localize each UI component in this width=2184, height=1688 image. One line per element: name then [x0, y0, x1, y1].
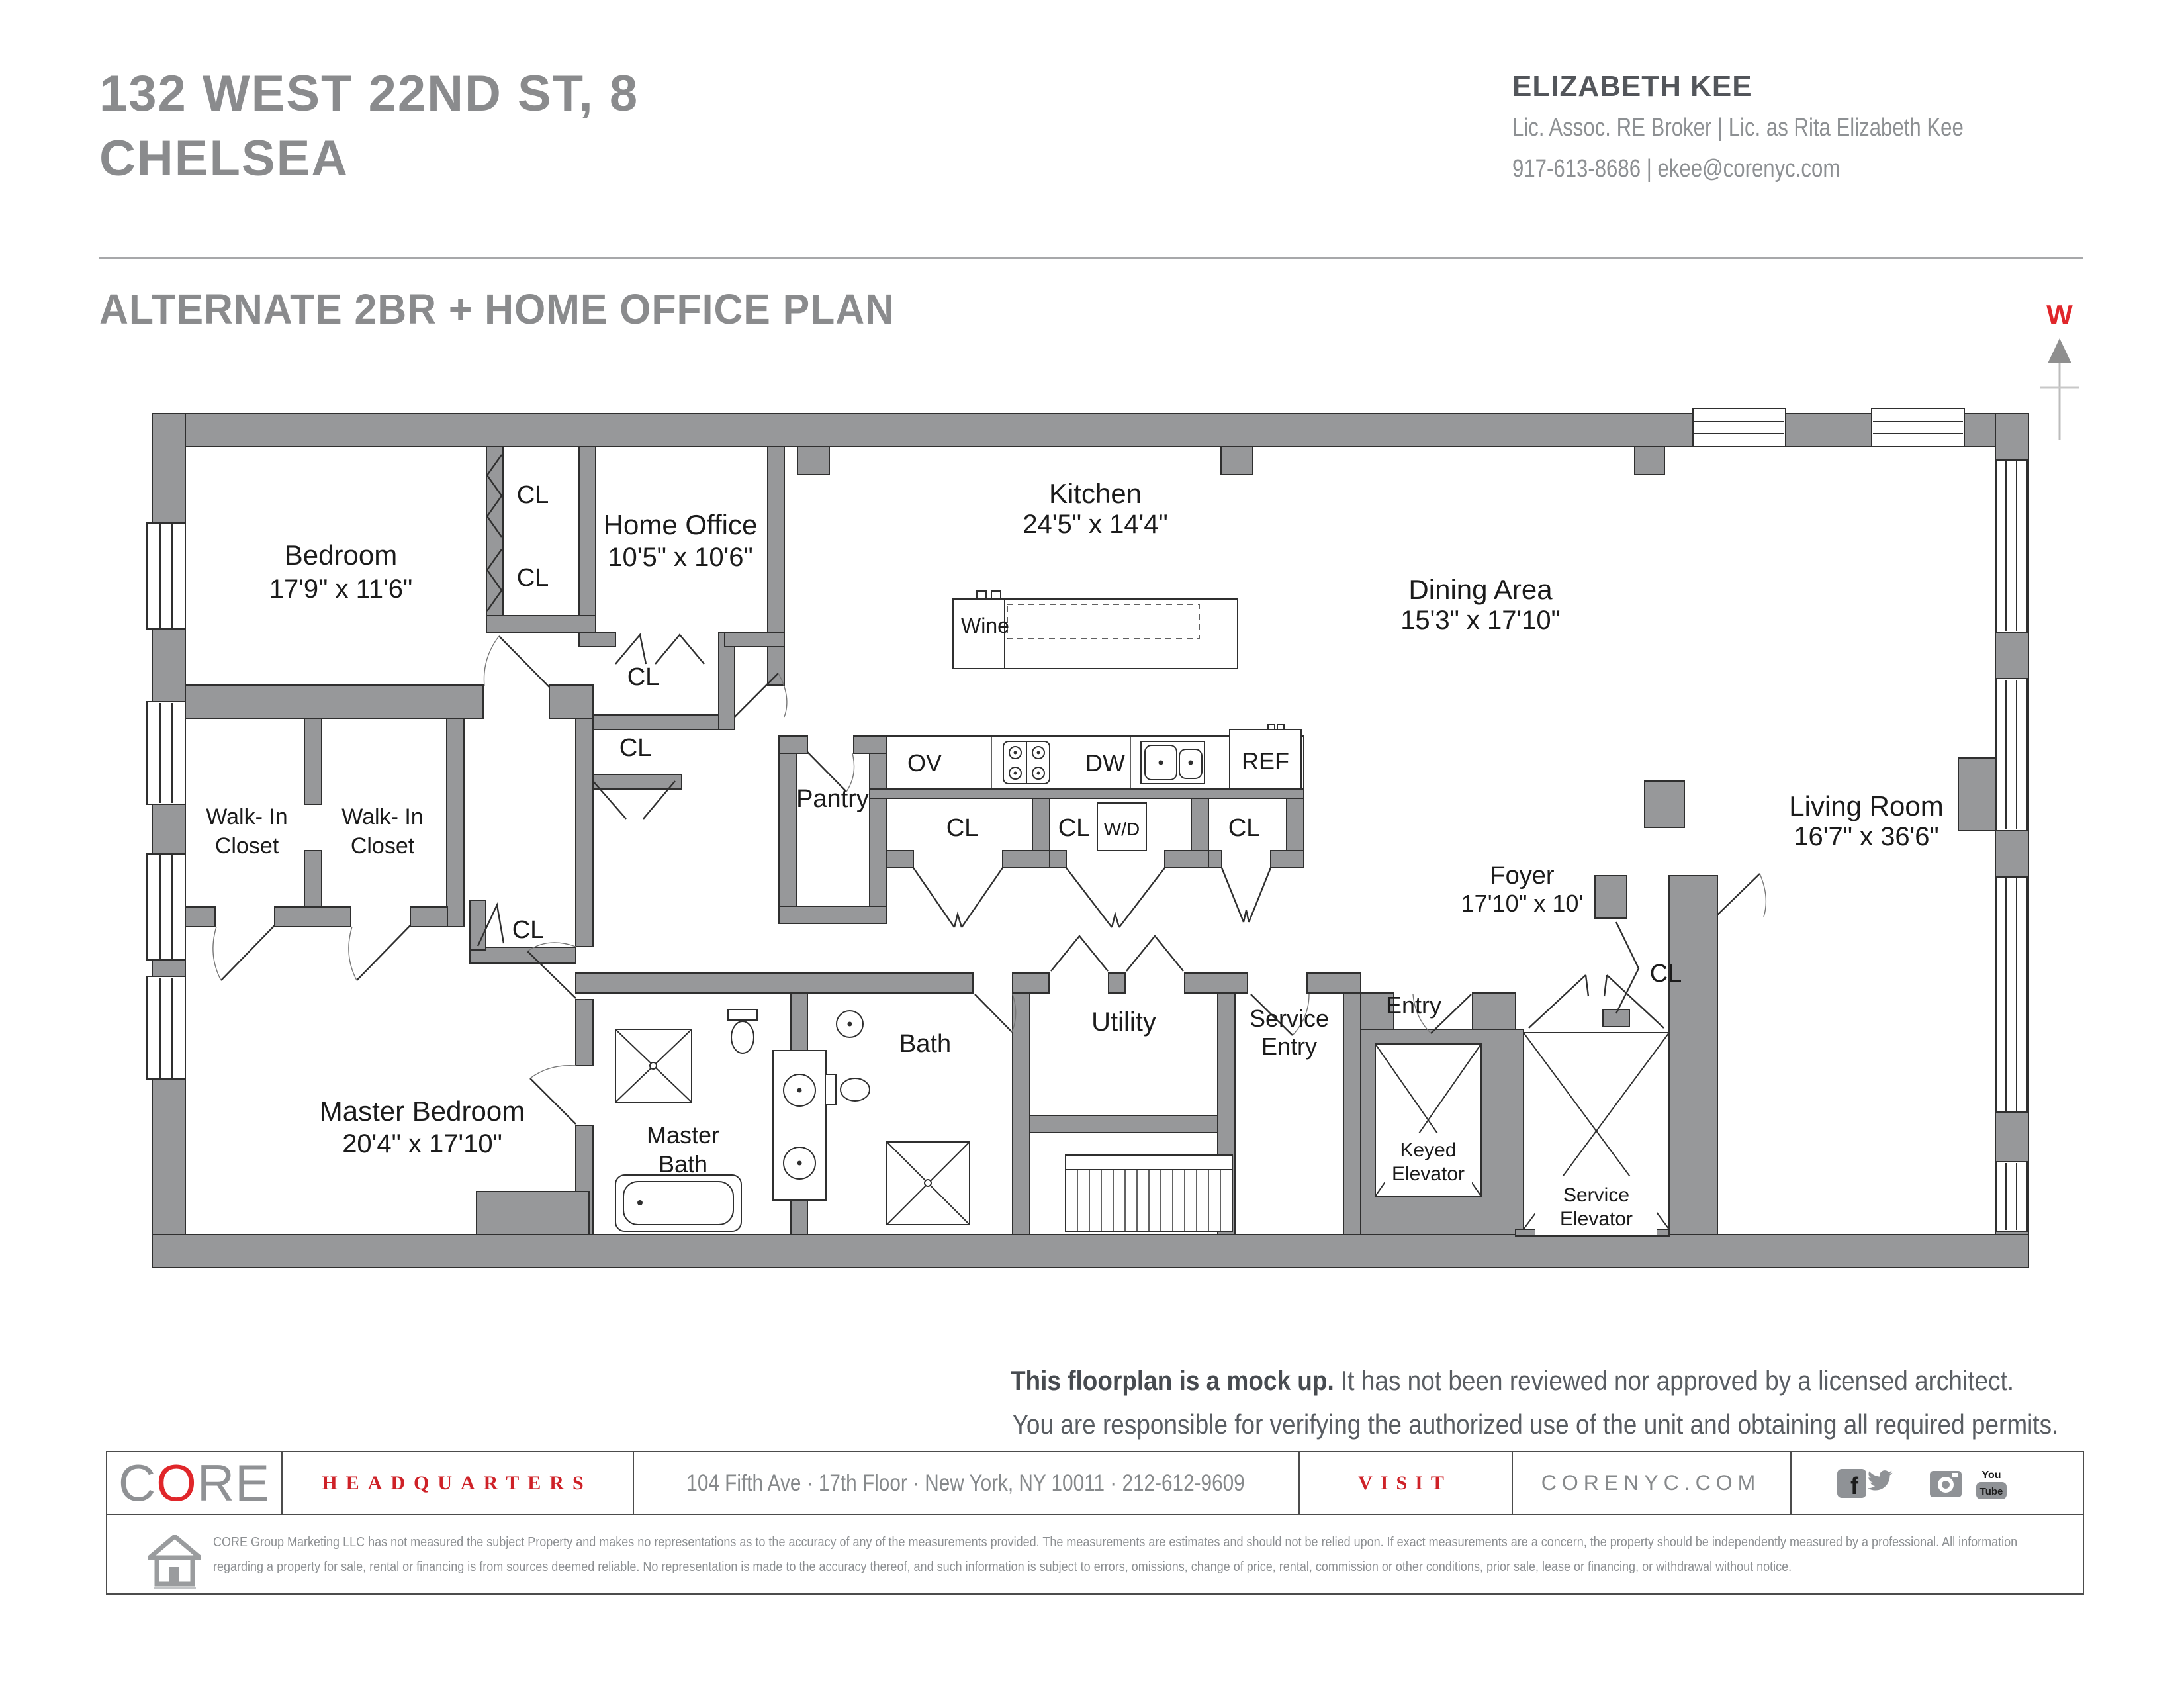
website-link[interactable]: CORENYC.COM: [1541, 1471, 1761, 1495]
room-label-master-bedroom: Master Bedroom: [319, 1096, 525, 1127]
room-dims-bedroom: 17'9" x 11'6": [269, 575, 413, 604]
room-label-service-entry-line2: Entry: [1261, 1033, 1318, 1060]
mockup-disclaimer-line1: [1011, 1365, 2014, 1397]
agent-name: ELIZABETH KEE: [1512, 70, 1752, 103]
room-label-walkin2-line1: Walk- In: [341, 804, 424, 829]
room-label-walkin1-line2: Closet: [214, 833, 279, 859]
room-label-keyed-elevator-line2: Elevator: [1391, 1163, 1465, 1185]
closet-label-bedroom-2: CL: [516, 564, 549, 592]
room-label-living: Living Room: [1789, 790, 1944, 821]
closet-label-row-1: CL: [946, 814, 979, 842]
room-label-utility: Utility: [1091, 1008, 1156, 1037]
room-label-bedroom: Bedroom: [284, 539, 398, 571]
room-label-foyer: Foyer: [1490, 862, 1555, 890]
room-dims-living: 16'7" x 36'6": [1794, 822, 1939, 851]
room-label-pantry: Pantry: [796, 785, 869, 813]
agent-contact: 917-613-8686 | ekee@corenyc.com: [1512, 155, 1841, 183]
footer-bar-divider: [107, 1514, 2083, 1515]
social-icons-svg: [1837, 1465, 2036, 1502]
room-label-walkin1-line1: Walk- In: [206, 804, 288, 829]
core-logo-c: C: [118, 1454, 157, 1512]
core-logo-o: O: [156, 1454, 197, 1512]
room-label-home-office: Home Office: [603, 509, 758, 540]
office-address: 104 Fifth Ave · 17th Floor · New York, NY 10011 · 212-612-9609: [686, 1470, 1245, 1496]
floorplan-drawing: [152, 414, 2028, 1268]
headquarters-label: HEADQUARTERS: [322, 1472, 592, 1494]
closet-label-bedroom-1: CL: [516, 481, 549, 509]
mockup-disclaimer-line2: You are responsible for verifying the authorized use of the unit and obtaining all required permits.: [1012, 1409, 2059, 1440]
room-label-walkin2-line2: Closet: [350, 833, 415, 859]
room-dims-kitchen: 24'5" x 14'4": [1023, 510, 1168, 539]
room-label-master-bath-line2: Bath: [658, 1150, 708, 1178]
room-label-keyed-elevator-line1: Keyed: [1400, 1139, 1457, 1161]
legal-line1: CORE Group Marketing LLC has not measured the subject Property and makes no representations as to the accuracy of any of the measurements provided. The measurements are estimates and should not be relied upon. If exact measurements are a concern, the property should be independently measured by a professional. All information: [213, 1535, 2018, 1550]
room-label-entry: Entry: [1385, 992, 1442, 1019]
compass-west-label: W: [2046, 299, 2073, 330]
core-logo-re: RE: [197, 1454, 271, 1512]
footer: [106, 1451, 2084, 1595]
closet-label-row-2: CL: [1058, 814, 1091, 842]
agent-license: Lic. Assoc. RE Broker | Lic. as Rita Elizabeth Kee: [1512, 114, 1964, 142]
room-label-kitchen: Kitchen: [1048, 478, 1142, 509]
equal-housing-icon: [148, 1535, 201, 1591]
core-logo: [107, 1452, 281, 1514]
closet-label-mid: CL: [512, 916, 545, 944]
room-dims-dining: 15'3" x 17'10": [1400, 606, 1561, 635]
closet-label-foyer: CL: [1649, 960, 1682, 988]
room-label-service-elevator-line2: Elevator: [1559, 1208, 1633, 1230]
twitter-icon[interactable]: [1868, 1470, 1893, 1490]
room-label-dining: Dining Area: [1408, 574, 1553, 605]
facebook-f: f: [1850, 1472, 1858, 1499]
closet-label-hall-1: CL: [627, 663, 660, 691]
washer-dryer-label: W/D: [1103, 819, 1140, 839]
property-address: 132 WEST 22ND ST, 8: [99, 66, 639, 122]
property-neighborhood: CHELSEA: [99, 130, 349, 187]
plan-title: ALTERNATE 2BR + HOME OFFICE PLAN: [99, 285, 895, 333]
header-divider: [99, 257, 2083, 259]
wine-label: Wine: [961, 614, 1009, 637]
youtube-you-text: You: [1981, 1469, 2001, 1481]
closet-label-row-3: CL: [1228, 814, 1261, 842]
footer-cell-divider-2: [633, 1452, 634, 1514]
dishwasher-label: DW: [1085, 749, 1125, 776]
room-dims-master-bedroom: 20'4" x 17'10": [342, 1129, 502, 1158]
mockup-disclaimer-bold: This floorplan is a mock up.: [1010, 1365, 1334, 1396]
room-label-service-elevator-line1: Service: [1563, 1184, 1630, 1206]
room-dims-home-office: 10'5" x 10'6": [608, 543, 753, 572]
oven-label: OV: [907, 749, 942, 776]
mockup-disclaimer-rest: It has not been reviewed nor approved by a licensed architect.: [1334, 1365, 2015, 1396]
room-dims-foyer: 17'10" x 10': [1461, 890, 1584, 917]
room-label-service-entry-line1: Service: [1249, 1005, 1330, 1032]
room-label-bath: Bath: [899, 1030, 952, 1058]
visit-label[interactable]: VISIT: [1358, 1472, 1452, 1494]
closet-label-hall-2: CL: [619, 734, 652, 762]
legal-line2: regarding a property for sale, rental or financing is from sources deemed reliable. No representation is made to the accuracy thereof, and such information is subject to errors, omissions, change of price, rental, commission or other conditions, prior sale, lease or financing, or withdrawal without notice.: [213, 1560, 1792, 1574]
fridge-label: REF: [1242, 747, 1289, 774]
youtube-tube-text: Tube: [1979, 1485, 2003, 1497]
social-icons: [1790, 1452, 2083, 1514]
compass-arrow-icon: [2040, 334, 2079, 444]
room-label-master-bath-line1: Master: [646, 1121, 720, 1149]
